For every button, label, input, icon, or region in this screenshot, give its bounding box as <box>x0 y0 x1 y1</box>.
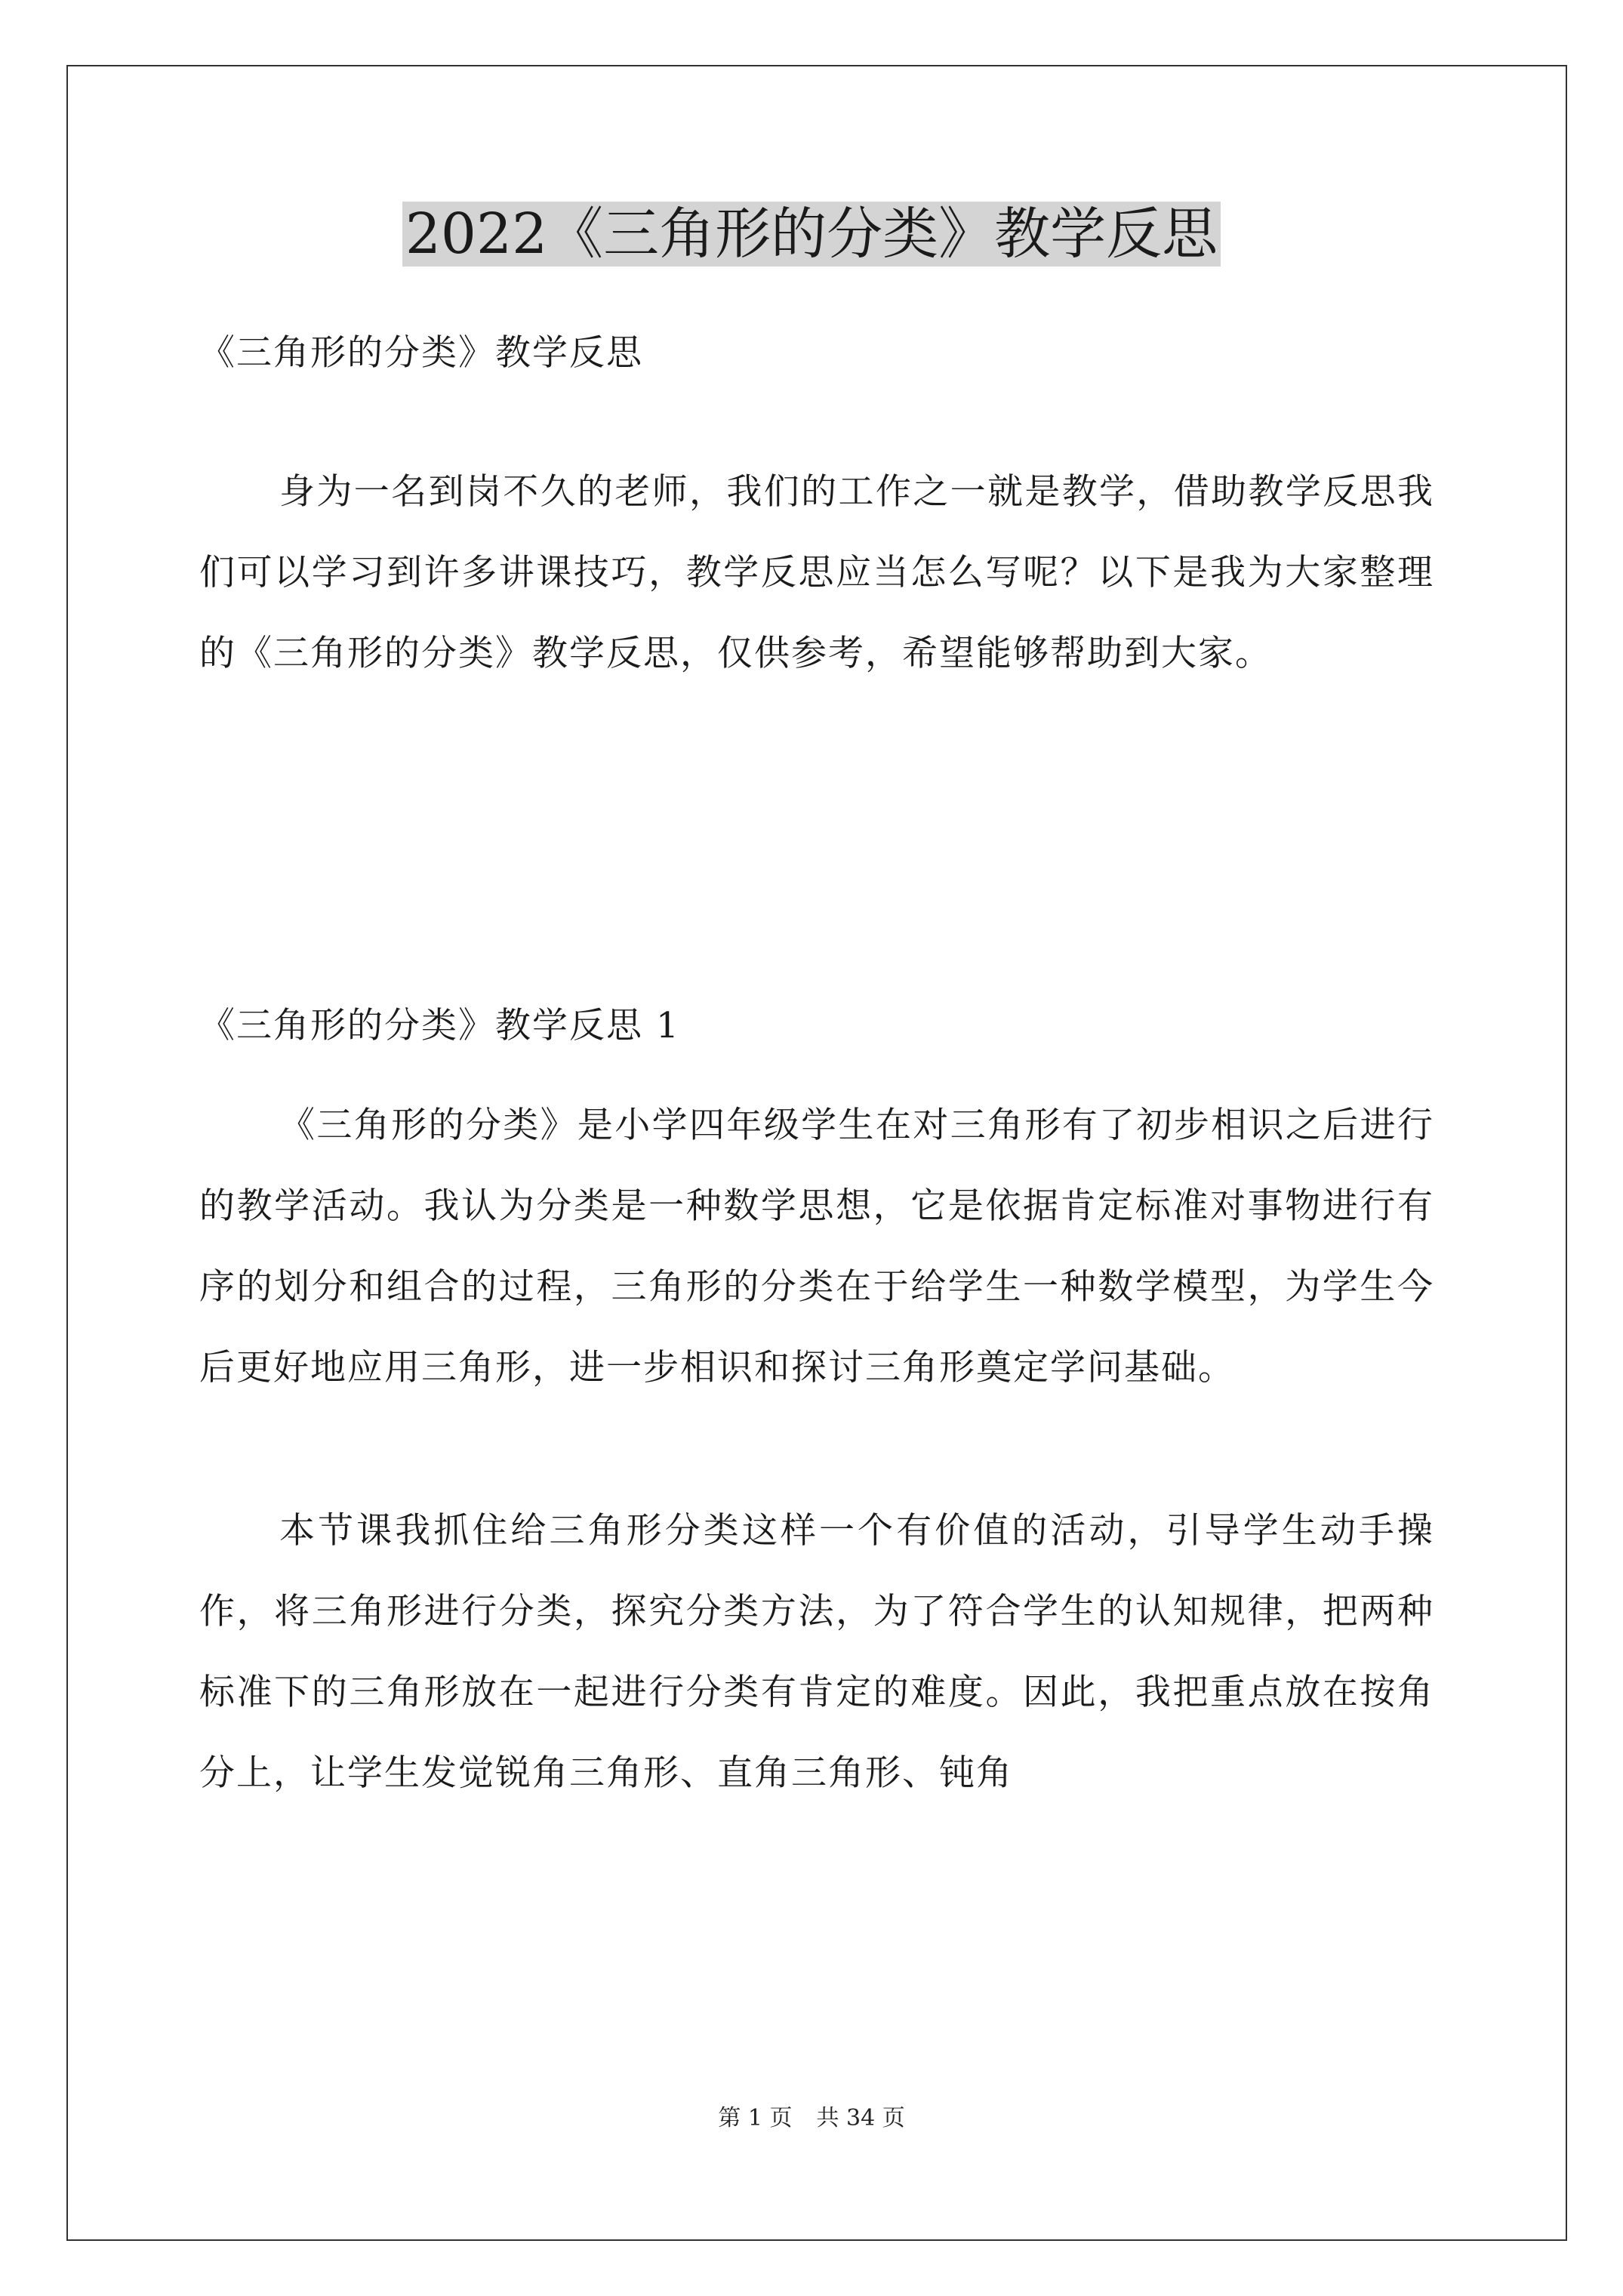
page-total: 共 34 页 <box>816 2105 905 2131</box>
section-1-paragraph-2: 本节课我抓住给三角形分类这样一个有价值的活动，引导学生动手操作，将三角形进行分类，探究分类方法，为了符合学生的认知规律，把两种标准下的三角形放在一起进行分类有肯定的难度。因此，我把重点放在按角分上，让学生发觉锐角三角形、直角三角形、钝角 <box>199 1510 1434 1794</box>
intro-paragraph: 身为一名到岗不久的老师，我们的工作之一就是教学，借助教学反思我们可以学习到许多讲课技巧，教学反思应当怎么写呢？以下是我为大家整理的《三角形的分类》教学反思，仅供参考，希望能够帮助到大家。 <box>199 471 1434 674</box>
document-title-text: 2022《三角形的分类》教学反思 <box>402 202 1221 267</box>
document-title <box>0 198 1623 270</box>
section-1-paragraph-1: 《三角形的分类》是小学四年级学生在对三角形有了初步相识之后进行的教学活动。我认为分类是一种数学思想，它是依据肯定标准对事物进行有序的划分和组合的过程，三角形的分类在于给学生一种数学模型，为学生今后更好地应用三角形，进一步相识和探讨三角形奠定学问基础。 <box>199 1105 1434 1388</box>
section-1-heading: 《三角形的分类》教学反思 1 <box>199 1005 680 1046</box>
page-footer <box>0 2103 1623 2134</box>
document-subtitle: 《三角形的分类》教学反思 <box>199 332 643 374</box>
page-number: 第 1 页 <box>718 2105 793 2131</box>
